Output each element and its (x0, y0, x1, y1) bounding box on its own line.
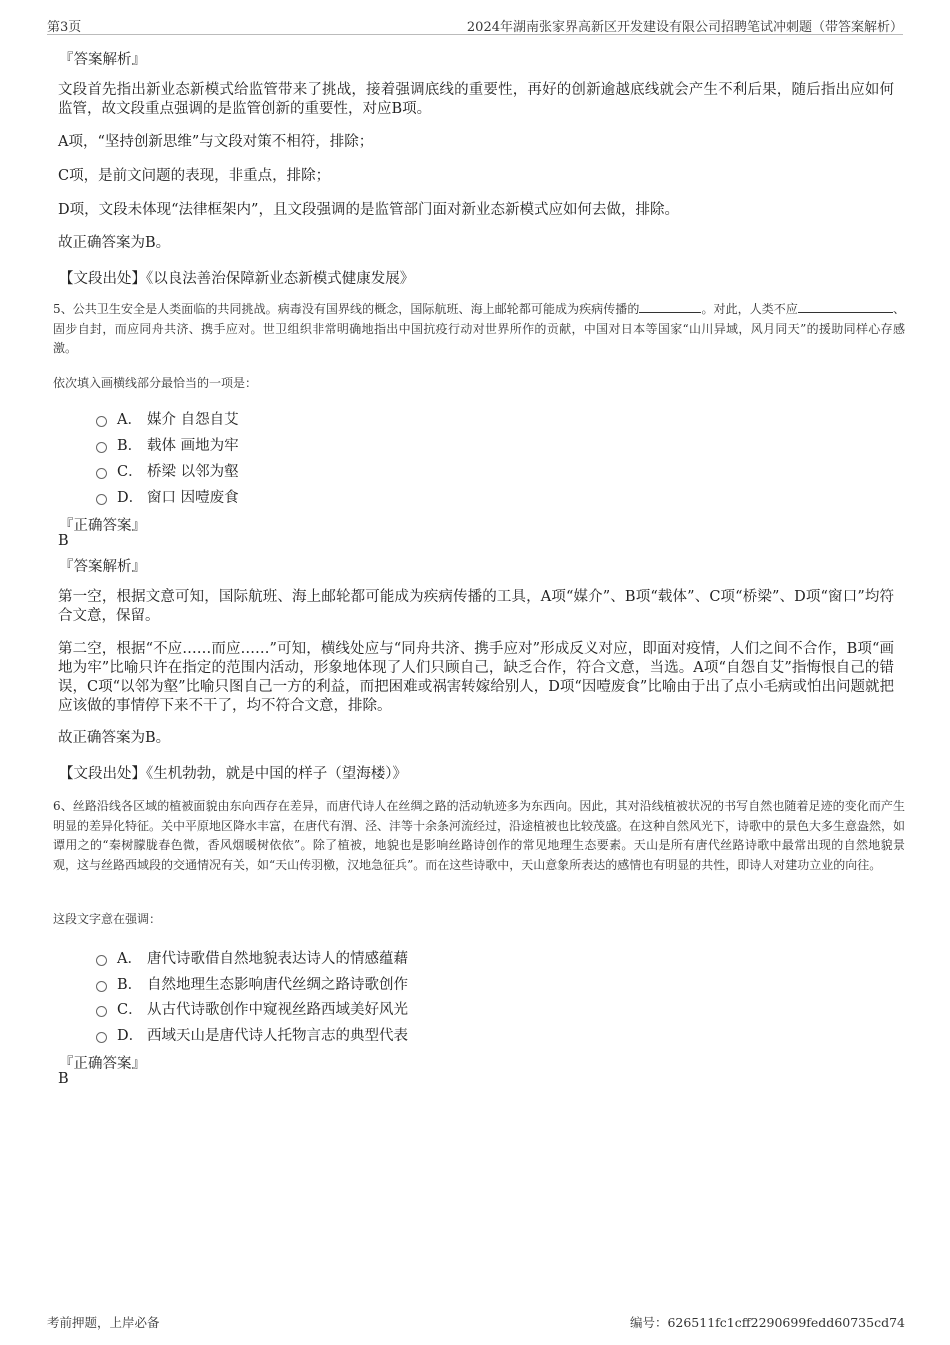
correct-answer-heading: 『正确答案』 (59, 1056, 146, 1072)
question-5-prompt: 依次填入画横线部分最恰当的一项是： (53, 376, 258, 390)
option-c[interactable]: C． 桥梁 以邻为壑 (96, 460, 239, 481)
source-citation: 【文段出处】《生机勃勃，就是中国的样子（望海楼）》 (59, 766, 407, 782)
question-6-prompt: 这段文字意在强调： (53, 912, 162, 926)
option-a[interactable]: A． 媒介 自怨自艾 (96, 408, 239, 429)
radio-button[interactable] (96, 416, 107, 427)
option-b[interactable]: B． 自然地理生态影响唐代丝绸之路诗歌创作 (96, 973, 408, 994)
analysis-heading: 『答案解析』 (59, 559, 146, 575)
source-citation: 【文段出处】《以良法善治保障新业态新模式健康发展》 (59, 271, 415, 287)
radio-button[interactable] (96, 468, 107, 479)
answer-conclusion: 故正确答案为B。 (58, 730, 171, 746)
option-d[interactable]: D． 西域天山是唐代诗人托物言志的典型代表 (96, 1024, 408, 1045)
correct-answer: B (58, 1071, 69, 1087)
fill-blank-2 (798, 300, 893, 313)
analysis-paragraph: 文段首先指出新业态新模式给监管带来了挑战，接着强调底线的重要性，再好的创新逾越底线就会产生不利后果，随后指出应如何监管，故文段重点强调的是监管创新的重要性，对应B项。 (58, 82, 894, 117)
radio-button[interactable] (96, 1006, 107, 1017)
document-title: 2024年湖南张家界高新区开发建设有限公司招聘笔试冲刺题（带答案解析） (466, 20, 903, 35)
option-a[interactable]: A． 唐代诗歌借自然地貌表达诗人的情感蕴藉 (96, 947, 408, 968)
document-id: 编号：626511fc1cff2290699fedd60735cd74 (629, 1315, 905, 1330)
correct-answer: B (58, 533, 69, 549)
analysis-paragraph: C项，是前文问题的表现，非重点，排除； (58, 168, 331, 184)
question-6-text: 6、丝路沿线各区域的植被面貌由东向西存在差异，而唐代诗人在丝绸之路的活动轨迹多为东西向。因此，其对沿线植被状况的书写自然也随着足迹的变化而产生明显的差异化特征。关中平原地区降水丰富，在唐代有渭、泾、沣等十余条河流经过，沿途植被也比较茂盛。在这种自然风光下，诗歌中的景色大多生意盎然，如谭用之的“秦树朦胧春色微，香风烟暖树依依”。除了植被，地貌也是影响丝路诗创作的常见地理生态要素。天山是所有唐代丝路诗歌中最常出现的自然地貌景观，这与丝路西域段的交通情况有关，如“天山传羽檄，汉地急征兵”。而在这些诗歌中，天山意象所表达的感情也有明显的共性，即诗人对建功立业的向往。 (53, 799, 906, 872)
radio-button[interactable] (96, 955, 107, 966)
radio-button[interactable] (96, 494, 107, 505)
page-header (47, 14, 903, 35)
page-number: 第3页 (47, 20, 82, 35)
correct-answer-heading: 『正确答案』 (59, 518, 146, 534)
analysis-paragraph: A项，“坚持创新思维”与文段对策不相符，排除； (58, 134, 374, 150)
footer-slogan: 考前押题，上岸必备 (47, 1315, 160, 1330)
analysis-paragraph: 第一空，根据文意可知，国际航班、海上邮轮都可能成为疾病传播的工具，A项“媒介”、B项“载体”、C项“桥梁”、D项“窗口”均符合文意，保留。 (58, 589, 894, 624)
radio-button[interactable] (96, 1032, 107, 1043)
fill-blank-1 (639, 300, 701, 313)
analysis-paragraph: D项，文段未体现“法律框架内”，且文段强调的是监管部门面对新业态新模式应如何去做，排除。 (58, 202, 679, 218)
radio-button[interactable] (96, 442, 107, 453)
option-c[interactable]: C． 从古代诗歌创作中窥视丝路西域美好风光 (96, 998, 408, 1019)
option-b[interactable]: B． 载体 画地为牢 (96, 434, 239, 455)
question-5-text: 5、公共卫生安全是人类面临的共同挑战。病毒没有国界线的概念，国际航班、海上邮轮都可能成为疾病传播的 。对此，人类不应 、固步自封，而应同舟共济、携手应对。世卫组织非常明确地指出中国抗疫行动对世界所作的贡献，中国对日本等国家“山川异域，风月同天”的援助同样心存感激。 (53, 302, 905, 355)
analysis-paragraph: 第二空，根据“不应……而应……”可知，横线处应与“同舟共济、携手应对”形成反义对应，即面对疫情，人们之间不合作，B项“画地为牢”比喻只许在指定的范围内活动，形象地体现了人们只顾自己，缺乏合作，符合文意，当选。A项“自怨自艾”指悔恨自己的错误，C项“以邻为壑”比喻只图自己一方的利益，而把困难或祸害转嫁给别人，D项“因噎废食”比喻由于出了点小毛病或怕出问题就把应该做的事情停下来不干了，均不符合文意，排除。 (58, 641, 894, 714)
analysis-heading: 『答案解析』 (59, 52, 146, 68)
radio-button[interactable] (96, 981, 107, 992)
option-d[interactable]: D． 窗口 因噎废食 (96, 486, 239, 507)
answer-conclusion: 故正确答案为B。 (58, 235, 171, 251)
